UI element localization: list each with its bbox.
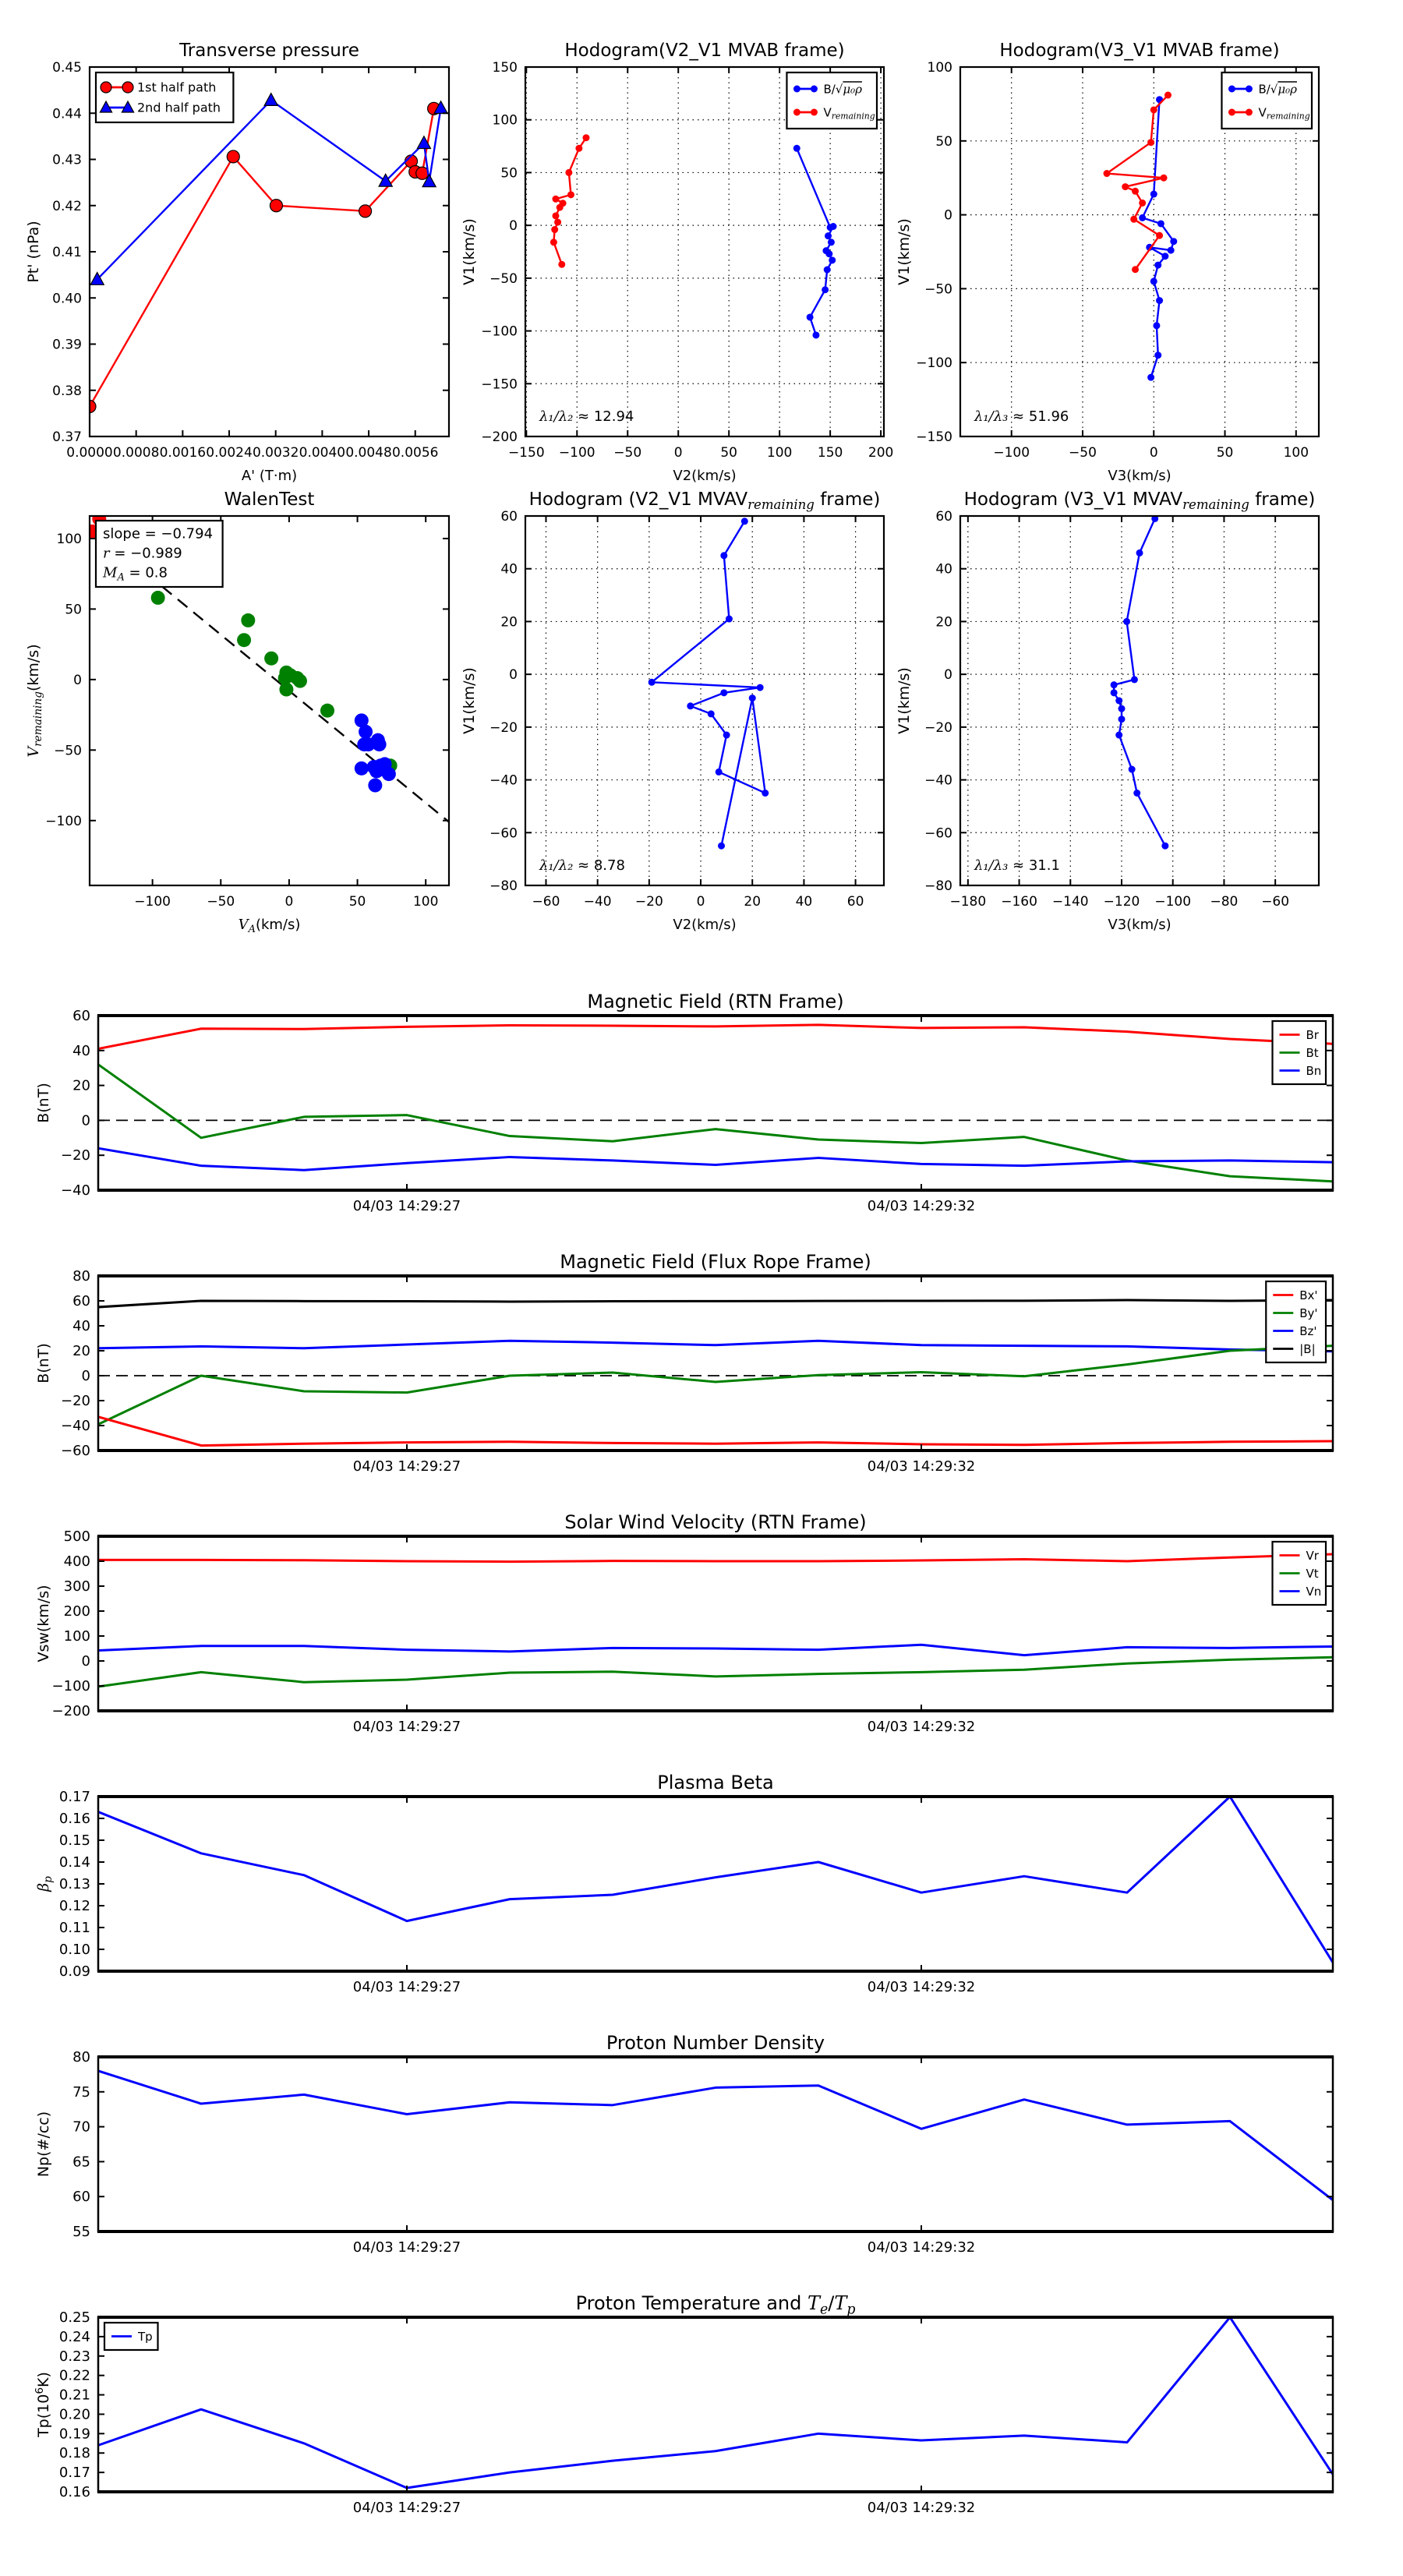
svg-text:B/√μ₀ρ: B/√μ₀ρ [1258,82,1297,97]
svg-text:Hodogram (V3_V1 MVAVremaining: Hodogram (V3_V1 $MVAV_{remaining}$ frame) [963,489,1316,513]
svg-text:0.42: 0.42 [52,198,82,214]
svg-text:−160: −160 [1001,894,1037,910]
svg-text:0.14: 0.14 [58,1854,90,1871]
svg-text:A' (T·m): A' (T·m) [241,468,298,484]
svg-text:−40: −40 [924,772,952,789]
svg-text:04/03 14:29:32: 04/03 14:29:32 [867,1719,976,1735]
svg-text:1st half path: 1st half path [137,80,217,95]
svg-text:0.17: 0.17 [58,1789,90,1805]
svg-text:0.22: 0.22 [58,2367,90,2384]
svg-text:04/03 14:29:27: 04/03 14:29:27 [352,1719,461,1735]
svg-text:−200: −200 [51,1703,90,1719]
svg-text:Vsw(km/s): Vsw(km/s) [35,1585,52,1663]
svg-text:04/03 14:29:27: 04/03 14:29:27 [352,2500,461,2516]
svg-text:100: 100 [766,445,793,461]
svg-text:Proton Number Density: Proton Number Density [606,2032,825,2054]
svg-text:λ₁/λ₂ ≈ 12.94: λ₁/λ₂ ≈ 12.94 [539,408,634,425]
svg-text:−50: −50 [207,894,235,910]
svg-text:−200: −200 [481,429,518,445]
svg-text:−20: −20 [489,719,518,736]
svg-text:50: 50 [720,445,738,461]
svg-text:500: 500 [63,1528,90,1545]
svg-text:0.40: 0.40 [52,291,82,307]
svg-text:0.0056: 0.0056 [391,445,439,461]
svg-text:Bz': Bz' [1299,1323,1317,1338]
svg-text:Hodogram(V2_V1 MVAB frame): Hodogram(V2_V1 MVAB frame) [564,41,845,61]
svg-text:40: 40 [935,561,952,578]
svg-text:0.16: 0.16 [58,2484,90,2500]
svg-text:200: 200 [868,445,894,461]
svg-text:−60: −60 [489,825,518,842]
svg-text:V2(km/s): V2(km/s) [673,468,737,484]
svg-text:0.37: 0.37 [52,429,82,445]
svg-text:slope = −0.794: slope = −0.794 [103,525,214,542]
svg-text:0.0048: 0.0048 [345,445,392,461]
svg-text:Tp: Tp [138,2329,153,2344]
svg-text:−40: −40 [61,1182,90,1199]
svg-text:−80: −80 [489,878,518,894]
svg-text:0: 0 [944,207,952,224]
svg-text:0: 0 [81,1112,90,1129]
svg-text:βp: $\beta_p$ [35,1876,55,1892]
svg-text:40: 40 [72,1042,90,1059]
plot-ts2 [35,1251,1334,1475]
svg-text:Pt' (nPa): Pt' (nPa) [25,221,42,283]
svg-text:−100: −100 [51,1678,90,1694]
svg-text:−100: −100 [45,813,82,829]
plot-p5 [461,489,884,933]
svg-text:V3(km/s): V3(km/s) [1108,468,1172,484]
svg-text:0: 0 [284,894,294,910]
svg-text:−50: −50 [54,743,82,759]
svg-text:0.25: 0.25 [58,2309,90,2326]
plot-p3 [896,41,1319,484]
svg-text:0.18: 0.18 [58,2445,90,2462]
svg-text:B(nT): B(nT) [35,1343,52,1383]
svg-text:Br: Br [1306,1027,1319,1042]
svg-text:0.0024: 0.0024 [206,445,253,461]
svg-text:04/03 14:29:32: 04/03 14:29:32 [867,1458,976,1475]
svg-text:−140: −140 [1051,894,1089,910]
svg-text:Hodogram (V2_V1 MVAVremaining: Hodogram (V2_V1 $MVAV_{remaining}$ frame) [528,489,881,513]
svg-text:−60: −60 [61,1443,90,1459]
svg-text:60: 60 [935,509,952,525]
svg-text:V1(km/s): V1(km/s) [896,667,913,734]
svg-text:Magnetic Field (RTN Frame): Magnetic Field (RTN Frame) [587,991,844,1012]
svg-text:300: 300 [63,1578,90,1595]
plot-ts1 [35,991,1334,1214]
svg-text:60: 60 [72,1008,90,1024]
svg-text:0: 0 [696,894,705,910]
svg-text:MA = 0.8: $M_A = 0.8$ [103,564,168,584]
svg-text:50: 50 [65,602,82,618]
svg-text:Vr: Vr [1306,1548,1319,1563]
svg-text:λ₁/λ₃ ≈ 31.1: λ₁/λ₃ ≈ 31.1 [974,857,1060,874]
svg-text:50: 50 [348,894,366,910]
svg-text:−120: −120 [1103,894,1140,910]
svg-text:B/√μ₀ρ: B/√μ₀ρ [823,82,862,97]
svg-text:0.16: 0.16 [58,1811,90,1827]
svg-text:|B|: |B| [1299,1341,1316,1356]
svg-text:−150: −150 [481,376,518,393]
svg-text:−40: −40 [583,894,612,910]
svg-text:Proton Temperature and Te/Tp: Proton Temperature and $T_e/T_p$ [575,2292,856,2318]
svg-text:Vremaining(km/s): $V_{remaining}(km/s)$ [25,644,45,758]
svg-text:60: 60 [72,2189,90,2206]
svg-text:0.10: 0.10 [58,1942,90,1958]
svg-text:75: 75 [72,2083,90,2101]
svg-text:0.45: 0.45 [52,60,82,76]
svg-text:40: 40 [72,1318,90,1334]
svg-text:−20: −20 [61,1393,90,1409]
svg-text:Bt: Bt [1306,1045,1319,1060]
svg-text:−20: −20 [634,894,663,910]
svg-text:By': By' [1299,1306,1318,1320]
svg-text:50: 50 [935,133,952,150]
svg-text:0.39: 0.39 [52,337,82,353]
svg-text:100: 100 [927,60,952,76]
svg-text:100: 100 [492,112,518,129]
svg-text:40: 40 [500,561,518,578]
svg-text:60: 60 [500,509,518,525]
svg-text:100: 100 [412,894,439,910]
svg-text:WalenTest: WalenTest [224,489,315,510]
svg-text:−20: −20 [924,719,952,736]
plot-p2 [461,41,893,484]
svg-text:−100: −100 [916,355,952,372]
svg-text:04/03 14:29:27: 04/03 14:29:27 [352,1979,461,1995]
plot-ts4 [35,1772,1334,1995]
svg-text:−50: −50 [924,281,952,298]
svg-text:Vn: Vn [1306,1584,1322,1599]
svg-text:0.41: 0.41 [52,245,82,260]
svg-text:Vt: Vt [1306,1566,1319,1581]
svg-text:04/03 14:29:32: 04/03 14:29:32 [867,2239,976,2256]
svg-text:Magnetic Field (Flux Rope Fram: Magnetic Field (Flux Rope Frame) [560,1251,871,1273]
svg-text:0.44: 0.44 [52,106,82,122]
svg-text:0.19: 0.19 [58,2426,90,2443]
svg-text:0: 0 [81,1368,90,1384]
svg-text:0.24: 0.24 [58,2328,90,2345]
svg-text:V1(km/s): V1(km/s) [896,218,913,285]
svg-text:0: 0 [509,667,518,684]
svg-text:150: 150 [817,445,843,461]
svg-text:−100: −100 [993,445,1030,461]
svg-text:20: 20 [500,614,518,631]
svg-text:−50: −50 [1069,445,1097,461]
svg-text:−50: −50 [489,270,518,287]
svg-text:Vremaining: $V_{remaining}$ [823,105,875,122]
svg-text:−40: −40 [61,1418,90,1434]
svg-text:0.13: 0.13 [58,1876,90,1892]
plot-ts3 [35,1511,1334,1735]
svg-text:0.12: 0.12 [58,1898,90,1914]
svg-text:0.23: 0.23 [58,2348,90,2365]
svg-text:0.21: 0.21 [58,2387,90,2404]
svg-text:Solar Wind Velocity (RTN Frame: Solar Wind Velocity (RTN Frame) [564,1511,867,1533]
svg-text:50: 50 [500,165,518,182]
svg-text:−20: −20 [61,1147,90,1164]
svg-text:0.0000: 0.0000 [66,445,113,461]
svg-text:55: 55 [72,2224,90,2240]
svg-text:0.0040: 0.0040 [299,445,346,461]
svg-text:−40: −40 [489,772,518,789]
svg-text:−180: −180 [949,894,987,910]
svg-text:04/03 14:29:32: 04/03 14:29:32 [867,1198,976,1214]
plot-p1 [25,41,449,484]
svg-text:04/03 14:29:27: 04/03 14:29:27 [352,1198,461,1214]
svg-text:V1(km/s): V1(km/s) [461,667,478,734]
svg-text:−80: −80 [924,878,952,894]
svg-text:−100: −100 [558,445,595,461]
svg-text:100: 100 [56,531,82,547]
svg-text:0.11: 0.11 [58,1920,90,1936]
svg-text:−150: −150 [507,445,545,461]
svg-text:Plasma Beta: Plasma Beta [657,1772,774,1793]
svg-text:04/03 14:29:32: 04/03 14:29:32 [867,1979,976,1995]
svg-text:Bn: Bn [1306,1063,1322,1078]
svg-text:100: 100 [1283,445,1309,461]
svg-text:20: 20 [744,894,762,910]
svg-text:60: 60 [846,894,864,910]
svg-text:−100: −100 [134,894,171,910]
svg-text:0.20: 0.20 [58,2406,90,2423]
svg-text:2nd half path: 2nd half path [137,100,221,115]
svg-text:−150: −150 [916,429,952,445]
svg-text:400: 400 [63,1553,90,1570]
svg-text:04/03 14:29:27: 04/03 14:29:27 [352,1458,461,1475]
svg-text:Transverse pressure: Transverse pressure [179,41,359,61]
plot-p6 [896,489,1319,933]
svg-text:V1(km/s): V1(km/s) [461,218,478,285]
svg-text:0.0008: 0.0008 [112,445,160,461]
svg-text:VA(km/s): $V_A(km/s)$ [238,917,301,935]
svg-text:0.0032: 0.0032 [252,445,299,461]
plot-p4 [25,489,449,935]
svg-text:−60: −60 [532,894,560,910]
svg-text:0: 0 [1149,445,1158,461]
svg-text:0.43: 0.43 [52,152,82,168]
svg-text:V3(km/s): V3(km/s) [1108,917,1172,933]
svg-text:60: 60 [72,1293,90,1309]
svg-text:0: 0 [673,445,683,461]
svg-text:B(nT): B(nT) [35,1083,52,1123]
svg-text:Np(#/cc): Np(#/cc) [35,2111,52,2178]
svg-text:20: 20 [72,1343,90,1359]
svg-text:0: 0 [944,667,952,684]
svg-text:Tp(106K): $Tp(10^6K)$ [33,2372,52,2437]
svg-text:Hodogram(V3_V1 MVAB frame): Hodogram(V3_V1 MVAB frame) [999,41,1280,61]
svg-text:50: 50 [1216,445,1234,461]
svg-text:0.0016: 0.0016 [159,445,207,461]
svg-text:04/03 14:29:27: 04/03 14:29:27 [352,2239,461,2256]
svg-text:−60: −60 [1261,894,1290,910]
svg-text:40: 40 [795,894,813,910]
svg-text:65: 65 [72,2154,90,2171]
svg-text:0: 0 [81,1653,90,1670]
svg-text:0: 0 [509,218,518,235]
svg-text:0.15: 0.15 [58,1832,90,1849]
svg-text:0: 0 [73,672,82,688]
plot-ts5 [35,2032,1334,2256]
svg-text:0.38: 0.38 [52,383,82,399]
svg-text:0.17: 0.17 [58,2465,90,2482]
svg-text:−100: −100 [481,323,518,340]
svg-text:V2(km/s): V2(km/s) [673,917,737,933]
plot-ts6 [34,2292,1334,2516]
svg-text:λ₁/λ₂ ≈ 8.78: λ₁/λ₂ ≈ 8.78 [539,857,625,874]
svg-text:λ₁/λ₃ ≈ 51.96: λ₁/λ₃ ≈ 51.96 [974,408,1069,425]
svg-text:−100: −100 [1154,894,1192,910]
svg-text:r = −0.989: r = −0.989 [103,545,182,562]
svg-text:80: 80 [72,2049,90,2065]
svg-text:0.09: 0.09 [58,1963,90,1980]
svg-text:200: 200 [63,1603,90,1620]
svg-text:20: 20 [72,1077,90,1094]
svg-text:80: 80 [72,1268,90,1284]
svg-text:20: 20 [935,614,952,631]
svg-text:−60: −60 [924,825,952,842]
svg-text:100: 100 [63,1628,90,1645]
svg-text:Bx': Bx' [1299,1288,1318,1302]
svg-text:04/03 14:29:32: 04/03 14:29:32 [867,2500,976,2516]
svg-text:−50: −50 [613,445,642,461]
svg-text:70: 70 [72,2118,90,2136]
svg-text:−80: −80 [1210,894,1239,910]
svg-text:Vremaining: $V_{remaining}$ [1258,105,1310,122]
svg-text:150: 150 [492,60,518,76]
